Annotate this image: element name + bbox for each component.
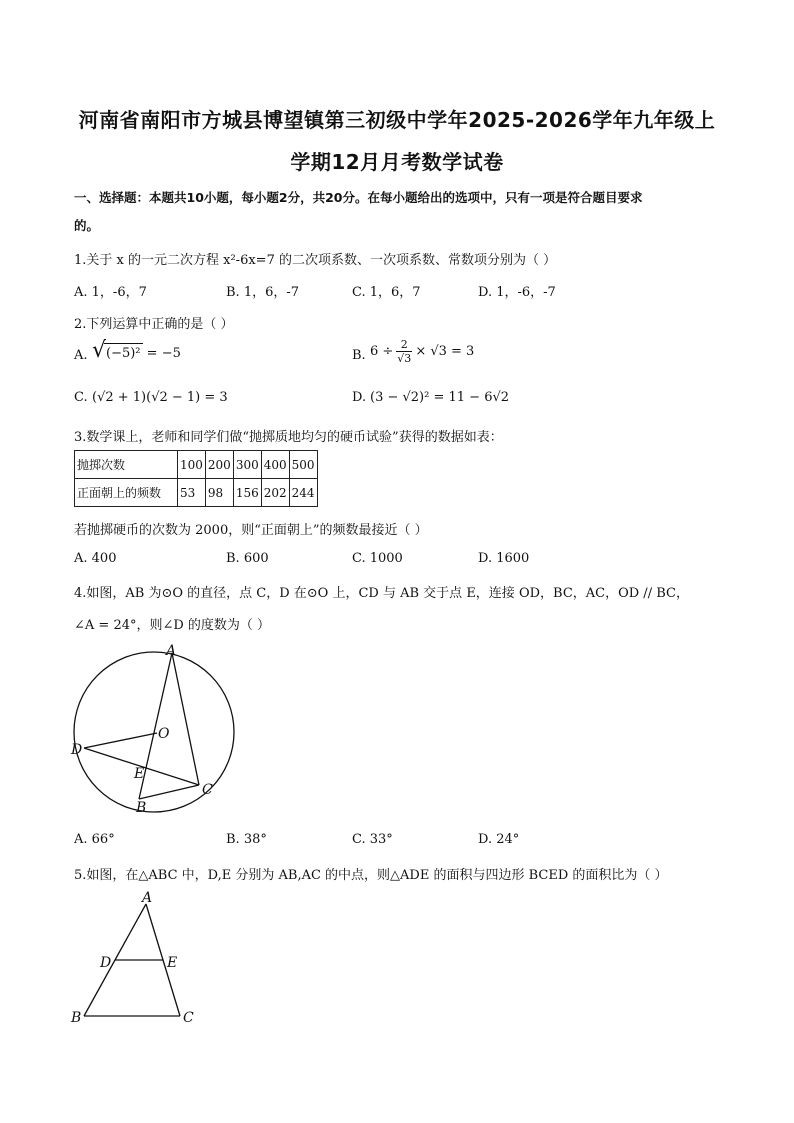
circle-diagram (62, 640, 252, 820)
q3-stem: 3.数学课上，老师和同学们做“抛掷质地均匀的硬币试验”获得的数据如表： (74, 430, 503, 445)
table-cell: 500 (289, 451, 317, 479)
q3-option-a: A. 400 (74, 551, 117, 566)
q3-option-b: B. 600 (226, 551, 269, 566)
q2-b-rhs: × √3 = 3 (415, 344, 475, 359)
table-cell: 202 (261, 479, 289, 507)
q4-option-d: D. 24° (478, 832, 520, 847)
table-cell: 244 (289, 479, 317, 507)
q2-stem: 2.下列运算中正确的是（ ） (74, 317, 234, 332)
label-c: C (183, 1010, 194, 1026)
label-e: E (134, 766, 145, 782)
q1-option-d: D. 1，-6，-7 (478, 285, 556, 300)
table-cell: 53 (178, 479, 206, 507)
label-e: E (167, 955, 178, 971)
fraction-denominator: √3 (397, 352, 412, 365)
q2-option-c-label: C. (74, 390, 88, 405)
table-cell: 正面朝上的频数 (75, 479, 178, 507)
q4-option-c: C. 33° (352, 832, 393, 847)
label-b: B (136, 800, 147, 816)
frequency-table (74, 450, 318, 507)
fraction-numerator: 2 (400, 338, 408, 351)
q4-stem-line1: 4.如图，AB 为⊙O 的直径，点 C，D 在⊙O 上，CD 与 AB 交于点 E，连接 OD，BC，AC，OD // BC， (74, 586, 689, 601)
section-heading-cont: 的。 (74, 218, 100, 233)
label-o: O (158, 726, 170, 742)
label-c: C (202, 782, 213, 798)
q3-option-d: D. 1600 (478, 551, 530, 566)
table-cell: 300 (233, 451, 261, 479)
label-b: B (71, 1010, 82, 1026)
q2-option-d-expr: (3 − √2)² = 11 − 6√2 (370, 390, 510, 405)
table-cell: 100 (178, 451, 206, 479)
q2-option-a-label: A. (74, 348, 88, 363)
table-row (75, 451, 318, 479)
table-cell: 200 (205, 451, 233, 479)
segment-ac (172, 653, 199, 785)
table-cell: 98 (205, 479, 233, 507)
table-cell: 400 (261, 451, 289, 479)
q4-option-a: A. 66° (74, 832, 115, 847)
segment-od (84, 733, 157, 748)
table-cell: 156 (233, 479, 261, 507)
table-cell: 抛掷次数 (75, 451, 178, 479)
exam-title-line2: 学期12月月考数学试卷 (290, 150, 504, 174)
table-row (75, 479, 318, 507)
exam-title-line1: 河南省南阳市方城县博望镇第三初级中学年2025-2026学年九年级上 (78, 108, 716, 132)
q1-option-b: B. 1，6，-7 (226, 285, 300, 300)
q3-followup: 若抛掷硬币的次数为 2000，则“正面朝上”的频数最接近（ ） (74, 523, 428, 538)
q2-option-a-expr: √ (−5)² = −5 (92, 338, 181, 363)
segment-bc (139, 785, 199, 799)
q2-a-rhs: = −5 (146, 346, 181, 361)
q2-option-c-expr: (√2 + 1)(√2 − 1) = 3 (92, 390, 228, 405)
section-heading: 一、选择题：本题共10小题，每小题2分，共20分。在每小题给出的选项中，只有一项是符合题目要求 (74, 190, 643, 205)
q1-option-c: C. 1，6，7 (352, 285, 421, 300)
triangle-diagram (66, 890, 206, 1030)
q5-stem: 5.如图，在△ABC 中，D,E 分别为 AB,AC 的中点，则△ADE 的面积与四边形 BCED 的面积比为（ ） (74, 868, 668, 883)
q1-option-a: A. 1，-6，7 (74, 285, 147, 300)
q2-option-d-label: D. (352, 390, 367, 405)
label-d: D (71, 742, 83, 758)
label-a: A (166, 643, 177, 659)
q4-stem-line2: ∠A = 24°，则∠D 的度数为（ ） (74, 618, 271, 633)
q2-option-b-label: B. (352, 348, 366, 363)
label-d: D (100, 955, 112, 971)
q4-option-b: B. 38° (226, 832, 267, 847)
q2-b-lhs: 6 ÷ (370, 344, 394, 359)
label-a: A (142, 890, 153, 906)
sqrt-radicand: (−5)² (104, 343, 143, 361)
q2-option-b-expr (370, 338, 474, 365)
q3-option-c: C. 1000 (352, 551, 403, 566)
q1-stem: 1.关于 x 的一元二次方程 x²-6x=7 的二次项系数、一次项系数、常数项分别为（ ） (74, 253, 557, 268)
